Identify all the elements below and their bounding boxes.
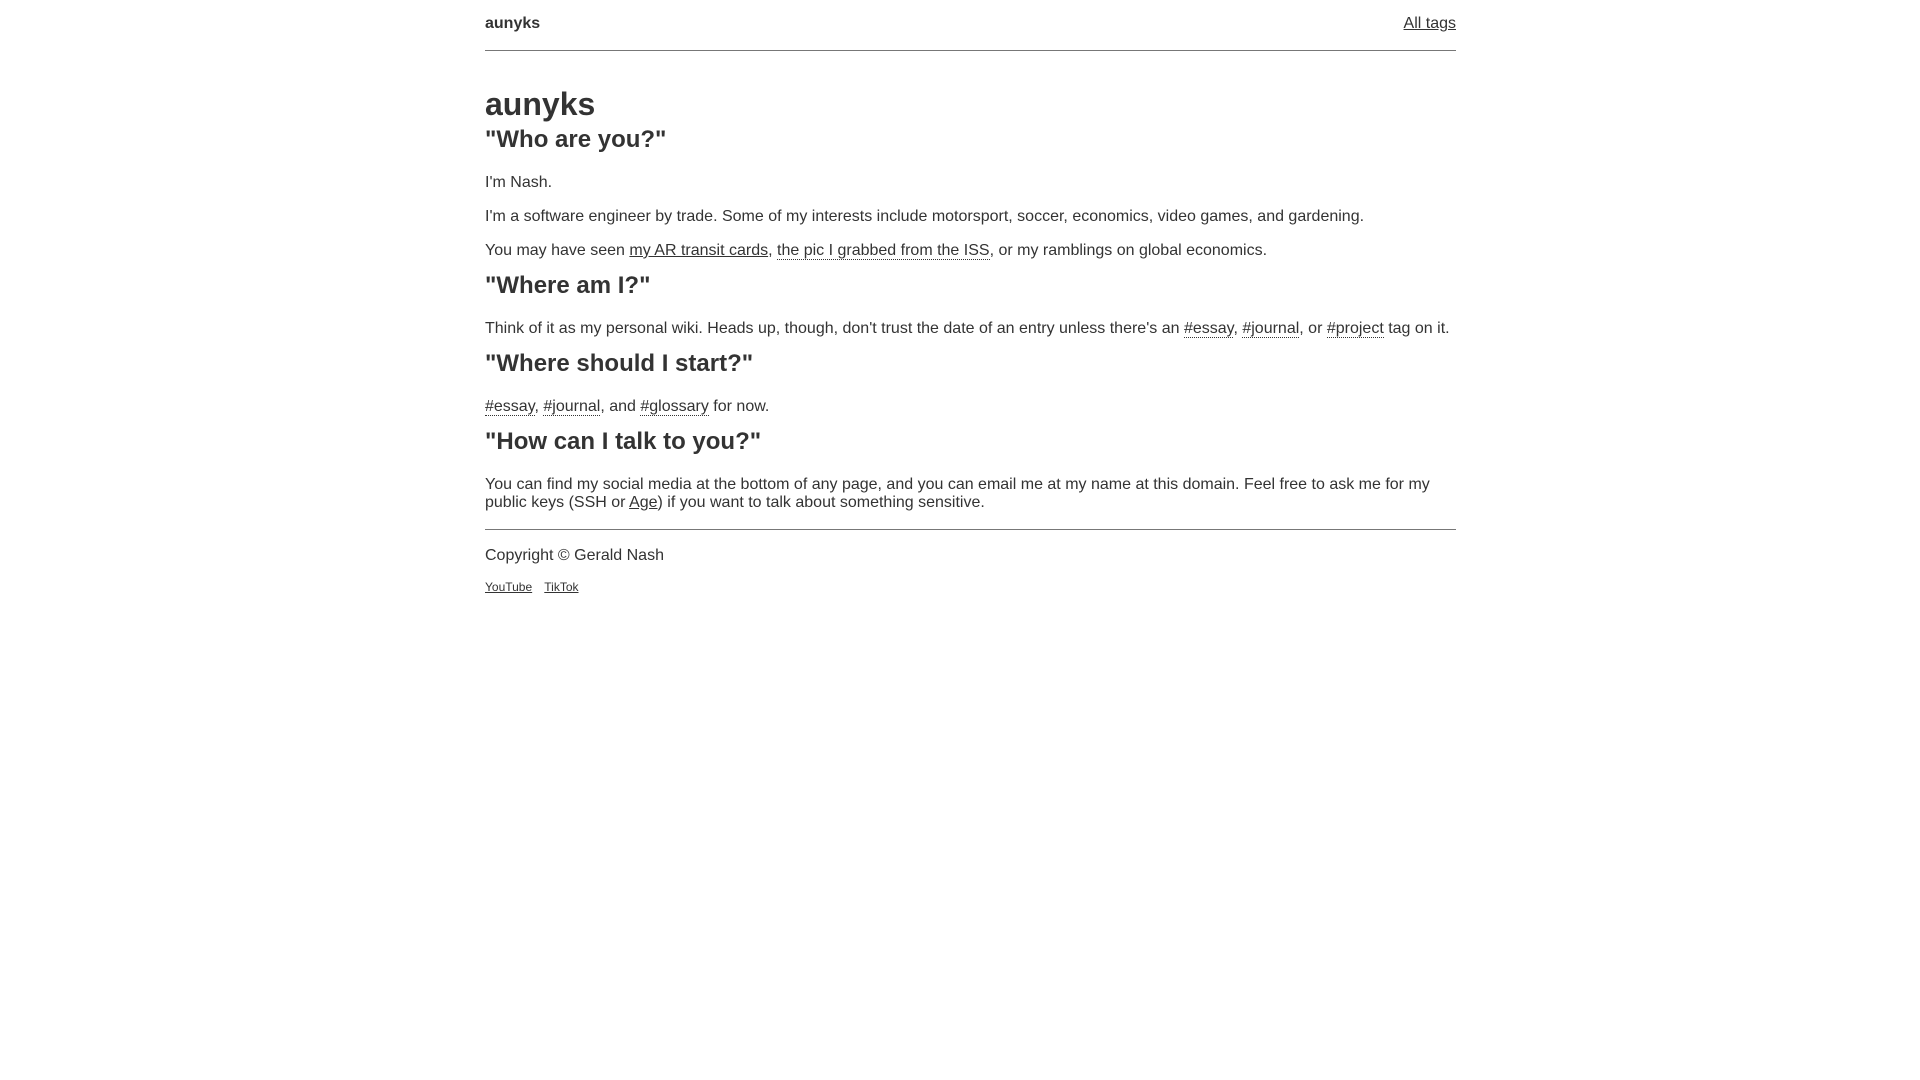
start-tag-journal-link[interactable]: #journal	[543, 398, 601, 415]
start-separator-1: ,	[534, 398, 544, 415]
projects-paragraph	[485, 242, 1456, 260]
projects-suffix: , or my ramblings on global economics.	[989, 242, 1268, 259]
main-content	[485, 85, 1456, 529]
tag-essay-link[interactable]: #essay	[1183, 320, 1234, 337]
start-paragraph	[485, 398, 1456, 416]
heading-how-can-i-talk-to-you: "How can I talk to you?"	[485, 428, 762, 455]
page-container	[485, 0, 1456, 594]
social-links	[485, 580, 1456, 594]
projects-separator: ,	[768, 242, 777, 259]
tag-project-link[interactable]: #project	[1326, 320, 1384, 337]
ar-transit-cards-link[interactable]: my AR transit cards	[629, 242, 769, 259]
tiktok-link[interactable]: TikTok	[544, 580, 579, 594]
wiki-paragraph	[485, 320, 1456, 338]
projects-prefix: You may have seen	[485, 242, 630, 259]
tag-journal-link[interactable]: #journal	[1242, 320, 1300, 337]
youtube-link[interactable]: YouTube	[485, 580, 533, 594]
site-header	[485, 0, 1456, 51]
site-footer	[485, 529, 1456, 594]
wiki-separator-1: ,	[1233, 320, 1243, 337]
heading-where-am-i: "Where am I?"	[485, 272, 651, 299]
content-spacer	[485, 512, 1456, 529]
contact-prefix: You can find my social media at the bottom of any page, and you can email me at my name at this domain. Feel free to ask me for my public keys (SSH or	[485, 476, 1430, 511]
iss-pic-link[interactable]: the pic I grabbed from the ISS	[777, 242, 990, 259]
intro-text: I'm Nash.	[485, 174, 553, 191]
copyright-text: Copyright © Gerald Nash	[485, 547, 664, 564]
contact-paragraph	[485, 476, 1456, 512]
interests-paragraph	[485, 208, 1456, 226]
page-title: aunyks	[485, 86, 596, 122]
wiki-suffix: tag on it.	[1383, 320, 1450, 337]
site-name-link[interactable]: aunyks	[485, 15, 541, 32]
heading-where-should-i-start: "Where should I start?"	[485, 350, 754, 377]
start-tag-glossary-link[interactable]: #glossary	[640, 398, 709, 415]
contact-suffix: ) if you want to talk about something sensitive.	[657, 494, 985, 511]
wiki-prefix: Think of it as my personal wiki. Heads up, though, don't trust the date of an entry unless there's an	[485, 320, 1184, 337]
age-link[interactable]: Age	[629, 494, 658, 511]
wiki-separator-2: , or	[1299, 320, 1327, 337]
heading-who-are-you: "Who are you?"	[485, 126, 667, 153]
start-separator-2: , and	[600, 398, 641, 415]
interests-text: I'm a software engineer by trade. Some of my interests include motorsport, soccer, economics, video games, and gardening.	[485, 208, 1365, 225]
all-tags-link[interactable]: All tags	[1403, 15, 1456, 32]
start-tag-essay-link[interactable]: #essay	[485, 398, 535, 415]
intro-paragraph	[485, 174, 1456, 192]
start-suffix: for now.	[708, 398, 770, 415]
